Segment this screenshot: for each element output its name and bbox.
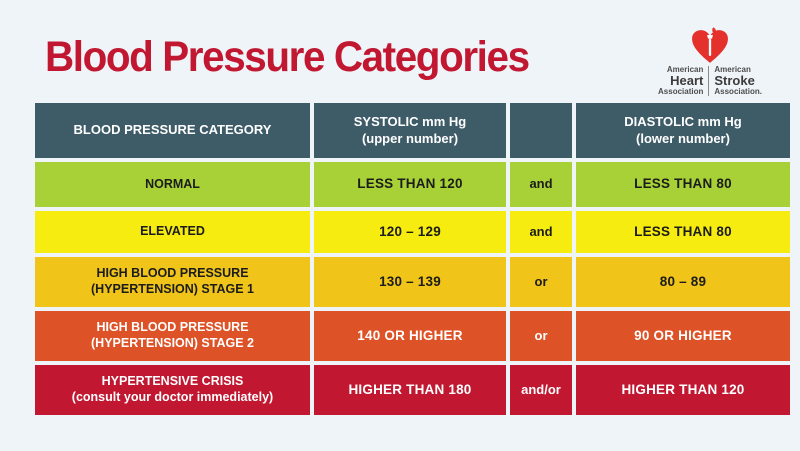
category-cell-stage1 bbox=[35, 257, 310, 307]
column-header-diastolic bbox=[576, 103, 790, 158]
connector-value: or bbox=[534, 327, 548, 343]
category-sublabel: (consult your doctor immediately) bbox=[71, 390, 274, 404]
column-header-category bbox=[35, 103, 310, 158]
diastolic-value: LESS THAN 80 bbox=[634, 176, 732, 192]
connector-value: and bbox=[529, 176, 553, 192]
diastolic-value: LESS THAN 80 bbox=[634, 223, 732, 239]
systolic-cell bbox=[314, 365, 506, 415]
diastolic-value: 80 – 89 bbox=[659, 273, 707, 289]
diastolic-cell bbox=[576, 162, 790, 207]
connector-cell bbox=[510, 211, 572, 253]
logo-text-line: Stroke bbox=[714, 73, 755, 89]
column-header-systolic bbox=[314, 103, 506, 158]
diastolic-cell bbox=[576, 211, 790, 253]
category-label: HIGH BLOOD PRESSURE bbox=[96, 320, 249, 335]
category-cell-normal bbox=[35, 162, 310, 207]
connector-cell bbox=[510, 365, 572, 415]
diastolic-value: 90 OR HIGHER bbox=[634, 327, 732, 343]
systolic-cell bbox=[314, 162, 506, 207]
connector-value: or bbox=[534, 273, 548, 289]
connector-value: and/or bbox=[521, 381, 561, 397]
logo-stroke-association bbox=[709, 66, 762, 96]
category-label: HYPERTENSIVE CRISIS bbox=[101, 374, 244, 389]
category-label: NORMAL bbox=[145, 176, 200, 191]
systolic-value: 140 OR HIGHER bbox=[357, 327, 463, 343]
heart-and-torch-icon bbox=[689, 27, 731, 65]
systolic-value: 130 – 139 bbox=[379, 273, 441, 289]
systolic-cell bbox=[314, 311, 506, 361]
diastolic-cell bbox=[576, 257, 790, 307]
diastolic-cell bbox=[576, 365, 790, 415]
aha-asa-logo bbox=[630, 27, 790, 96]
category-label: ELEVATED bbox=[140, 224, 205, 239]
connector-cell bbox=[510, 162, 572, 207]
systolic-value: LESS THAN 120 bbox=[357, 176, 463, 192]
column-header-connector bbox=[510, 103, 572, 158]
page-title: Blood Pressure Categories bbox=[45, 33, 529, 81]
logo-wordmark bbox=[658, 66, 762, 96]
category-sublabel: (HYPERTENSION) STAGE 1 bbox=[91, 282, 254, 296]
column-header-sublabel: (lower number) bbox=[636, 130, 730, 146]
logo-heart-association bbox=[658, 66, 708, 96]
diastolic-value: HIGHER THAN 120 bbox=[621, 381, 745, 397]
category-cell-crisis bbox=[35, 365, 310, 415]
systolic-value: 120 – 129 bbox=[379, 223, 441, 239]
systolic-cell bbox=[314, 211, 506, 253]
connector-value: and bbox=[529, 223, 553, 239]
logo-text-line: Heart bbox=[670, 73, 704, 89]
category-cell-elevated bbox=[35, 211, 310, 253]
logo-text-line: American bbox=[714, 65, 751, 74]
systolic-value: HIGHER THAN 180 bbox=[348, 381, 472, 397]
category-cell-stage2 bbox=[35, 311, 310, 361]
logo-text-line: American bbox=[666, 65, 704, 74]
connector-cell bbox=[510, 311, 572, 361]
category-sublabel: (HYPERTENSION) STAGE 2 bbox=[91, 336, 254, 350]
blood-pressure-table bbox=[35, 103, 790, 415]
category-label: HIGH BLOOD PRESSURE bbox=[96, 266, 249, 281]
column-header-label: SYSTOLIC mm Hg bbox=[353, 114, 467, 130]
systolic-cell bbox=[314, 257, 506, 307]
diastolic-cell bbox=[576, 311, 790, 361]
logo-text-line: Association bbox=[658, 87, 704, 97]
column-header-sublabel: (upper number) bbox=[361, 130, 459, 146]
connector-cell bbox=[510, 257, 572, 307]
logo-text-line: Association. bbox=[714, 87, 762, 97]
column-header-label: BLOOD PRESSURE CATEGORY bbox=[73, 122, 272, 138]
column-header-label: DIASTOLIC mm Hg bbox=[624, 114, 742, 130]
